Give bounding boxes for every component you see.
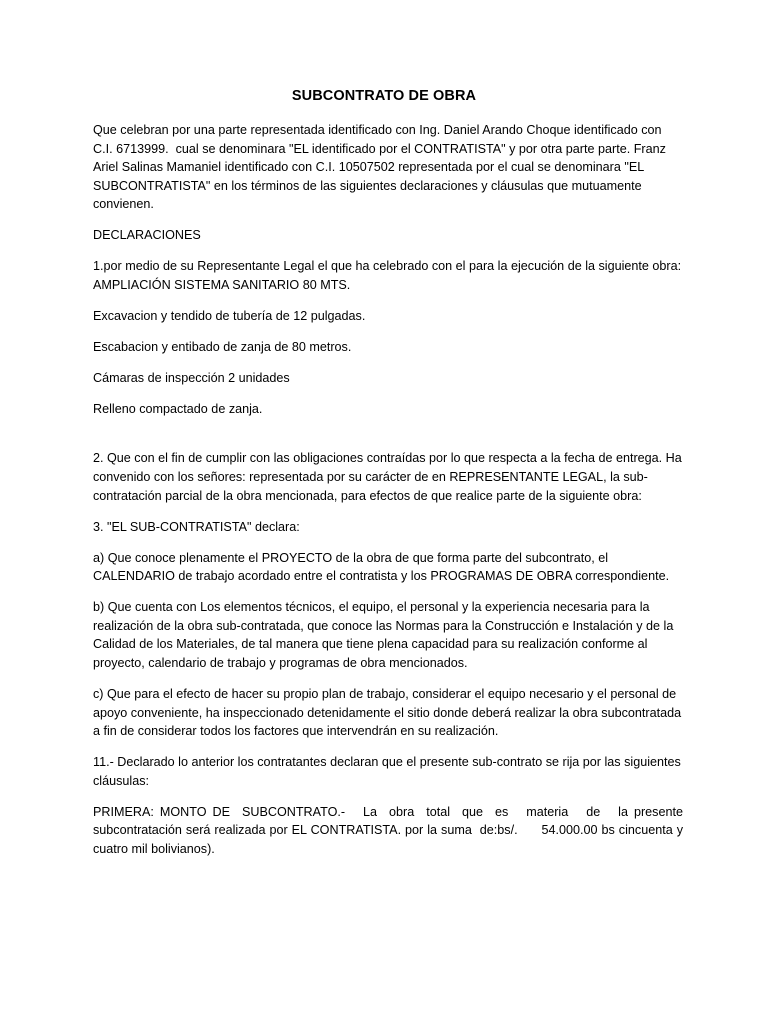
declaration-3c-paragraph: c) Que para el efecto de hacer su propio plan de trabajo, considerar el equipo necesario y el personal de apoyo conveniente, ha inspeccionado detenidamente el sitio donde deberá realizar la obra subcontratada a fin de considerar todos los factores que intervendrán en su realización. xyxy=(93,686,685,739)
declaration-3a-paragraph: a) Que conoce plenamente el PROYECTO de la obra de que forma parte del subcontrato, el CALENDARIO de trabajo acordado entre el contratista y los PROGRAMAS DE OBRA correspondiente. xyxy=(93,550,670,584)
declarations-heading: DECLARACIONES xyxy=(93,228,201,243)
document-body xyxy=(93,121,687,871)
work-item-backfill: Relleno compactado de zanja. xyxy=(93,401,263,416)
declaration-2-paragraph: 2. Que con el fin de cumplir con las obligaciones contraídas por lo que respecta a la fecha de entrega. Ha convenido con los señores: representada por su carácter de en REPRESENTANTE LEGAL, la sub-contratación parcial de la obra mencionada, para efectos de que realice parte de la siguiente obra: xyxy=(93,451,686,503)
declaration-1-paragraph: 1.por medio de su Representante Legal el que ha celebrado con el para la ejecución de la siguiente obra: AMPLIACIÓN SISTEMA SANITARIO 80 MTS. xyxy=(93,259,684,292)
document-title: SUBCONTRATO DE OBRA xyxy=(291,88,477,104)
work-item-chambers: Cámaras de inspección 2 unidades xyxy=(93,370,290,385)
clause-primera-paragraph: PRIMERA: MONTO DE SUBCONTRATO.- La obra total que es materia de la presente subcontratación será realizada por EL CONTRATISTA. por la suma de:bs/. 54.000.00 bs cincuenta y cuatro mil bolivianos). xyxy=(93,804,687,856)
clauses-intro-paragraph: 11.- Declarado lo anterior los contratantes declaran que el presente sub-contrato se rija por las siguientes cláusulas: xyxy=(93,755,685,788)
work-item-excavation: Excavacion y tendido de tubería de 12 pulgadas. xyxy=(93,308,366,323)
work-item-trench: Escabacion y entibado de zanja de 80 metros. xyxy=(93,339,352,354)
intro-paragraph: Que celebran por una parte representada identificado con Ing. Daniel Arando Choque identificado con C.I. 6713999. cual se denominara "EL identificado por el CONTRATISTA" y por otra parte parte. Franz Ariel Salinas Mamaniel identificado con C.I. 10507502 representada por el cual se denominara "EL SUBCONTRATISTA" en los términos de las siguientes declaraciones y cláusulas que mutuamente convienen. xyxy=(93,123,669,212)
declaration-3b-paragraph: b) Que cuenta con Los elementos técnicos, el equipo, el personal y la experiencia necesaria para la realización de la obra sub-contratada, que conoce las Normas para la Construcción e Instalación y de la Calidad de los Materiales, de tal manera que tiene plena capacidad para su realización conforme al proyecto, calendario de trabajo y programas de obra mencionados. xyxy=(93,600,677,670)
declaration-3-heading: 3. "EL SUB-CONTRATISTA" declara: xyxy=(93,519,300,534)
